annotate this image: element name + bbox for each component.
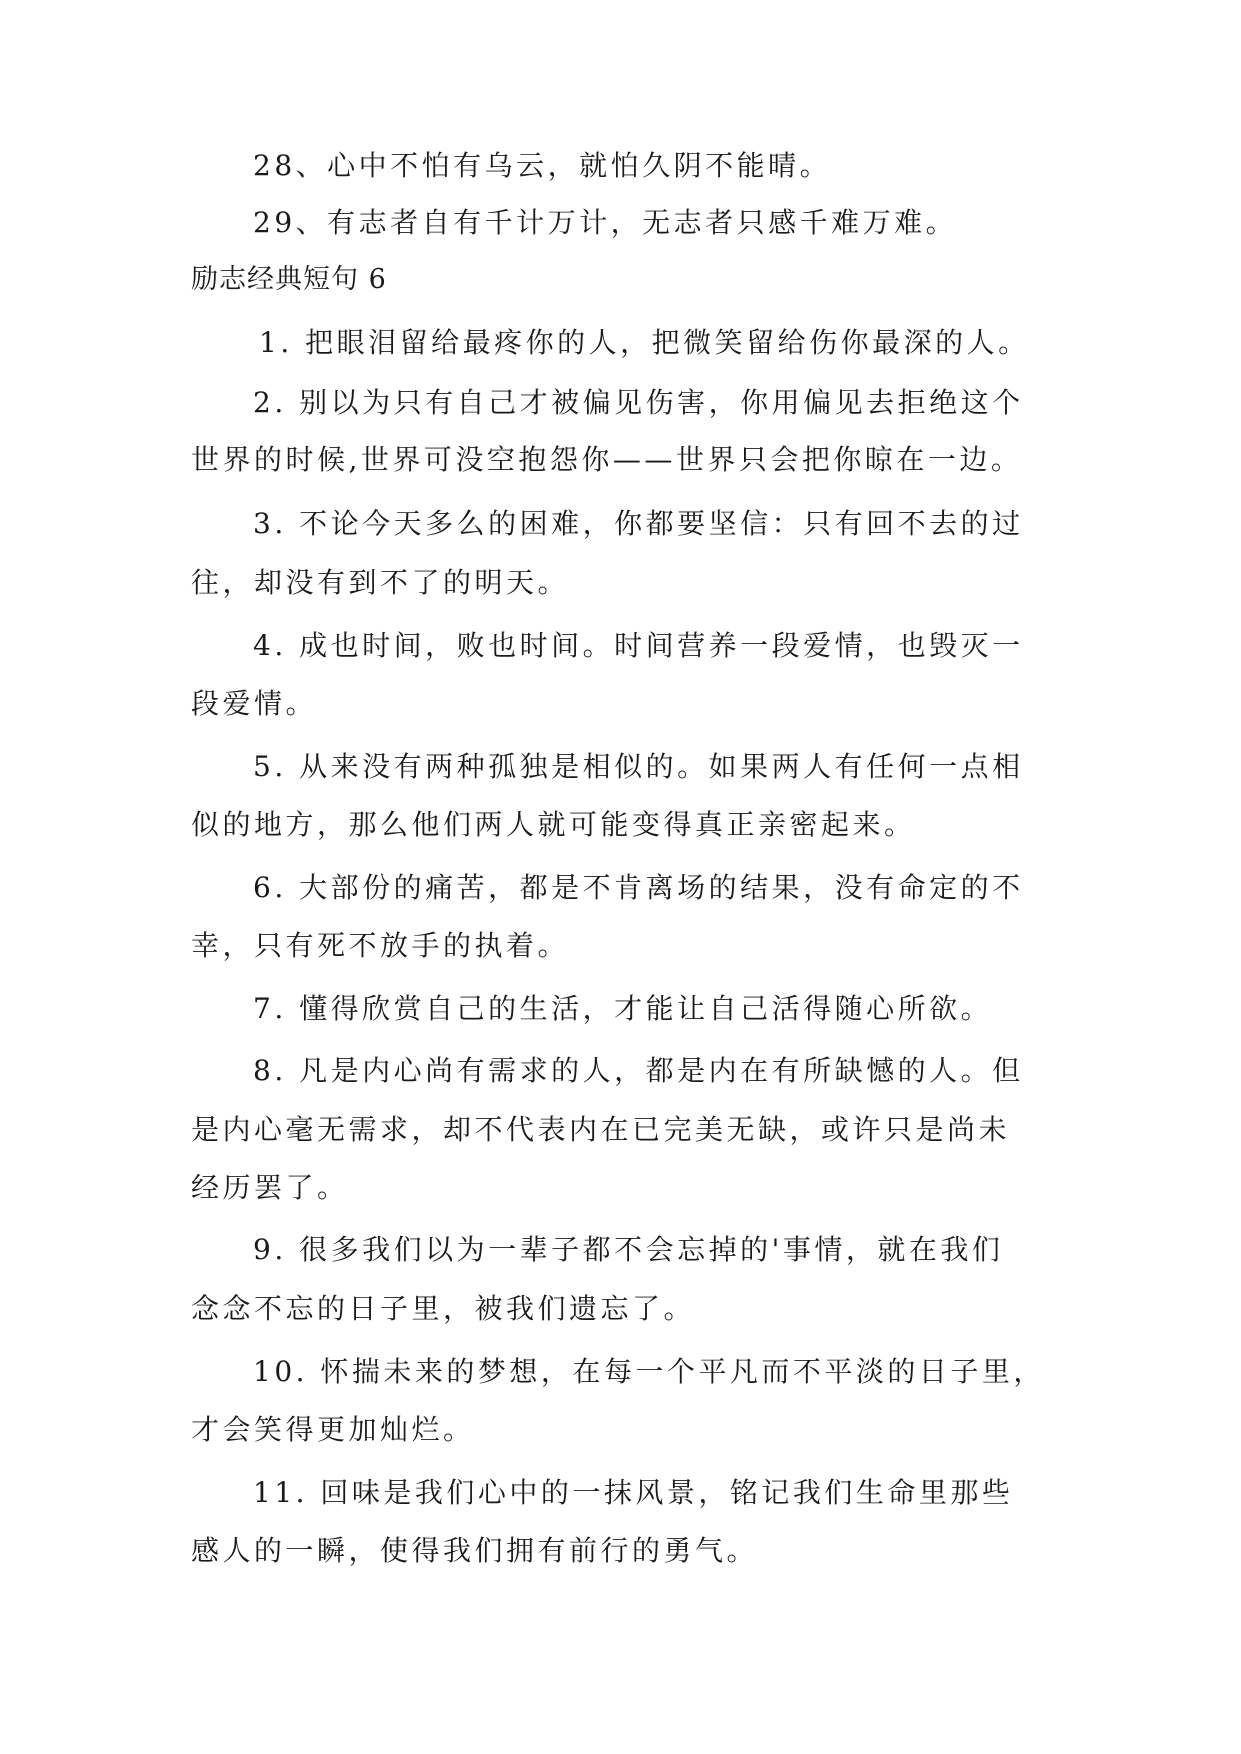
text-line-3b: 往，却没有到不了的明天。 xyxy=(191,566,570,599)
text-line-4a: 4. 成也时间，败也时间。时间营养一段爱情，也毁灭一 xyxy=(253,629,1024,662)
text-line-3a: 3. 不论今天多么的困难，你都要坚信：只有回不去的过 xyxy=(253,507,1024,540)
text-line-1: 1. 把眼泪留给最疼你的人，把微笑留给伤你最深的人。 xyxy=(259,326,1030,359)
text-line-8b: 是内心毫无需求，却不代表内在已完美无缺，或许只是尚未 xyxy=(191,1113,1011,1146)
text-line-8c: 经历罢了。 xyxy=(191,1171,349,1204)
text-line-11b: 感人的一瞬，使得我们拥有前行的勇气。 xyxy=(191,1534,759,1567)
text-line-10b: 才会笑得更加灿烂。 xyxy=(191,1413,475,1446)
text-line-2b: 世界的时候,世界可没空抱怨你——世界只会把你晾在一边。 xyxy=(191,443,1023,476)
text-line-7: 7. 懂得欣赏自己的生活，才能让自己活得随心所欲。 xyxy=(253,992,993,1025)
text-line-4b: 段爱情。 xyxy=(191,687,318,720)
text-line-5b: 似的地方，那么他们两人就可能变得真正亲密起来。 xyxy=(191,808,916,841)
text-line-5a: 5. 从来没有两种孤独是相似的。如果两人有任何一点相 xyxy=(253,750,1024,783)
text-line-6a: 6. 大部份的痛苦，都是不肯离场的结果，没有命定的不 xyxy=(253,871,1024,904)
text-line-6b: 幸，只有死不放手的执着。 xyxy=(191,929,570,962)
text-line-9a: 9. 很多我们以为一辈子都不会忘掉的'事情，就在我们 xyxy=(253,1233,1004,1266)
text-line-10a: 10. 怀揣未来的梦想，在每一个平凡而不平淡的日子里， xyxy=(253,1355,1045,1388)
text-line-28: 28、心中不怕有乌云，就怕久阴不能晴。 xyxy=(253,149,832,182)
text-line-9b: 念念不忘的日子里，被我们遗忘了。 xyxy=(191,1292,696,1325)
text-line-29: 29、有志者自有千计万计，无志者只感千难万难。 xyxy=(253,206,958,239)
text-line-11a: 11. 回味是我们心中的一抹风景，铭记我们生命里那些 xyxy=(253,1476,1014,1509)
text-line-8a: 8. 凡是内心尚有需求的人，都是内在有所缺憾的人。但 xyxy=(253,1054,1024,1087)
text-line-2a: 2. 别以为只有自己才被偏见伤害，你用偏见去拒绝这个 xyxy=(253,386,1024,419)
section-heading: 励志经典短句 6 xyxy=(191,264,387,295)
